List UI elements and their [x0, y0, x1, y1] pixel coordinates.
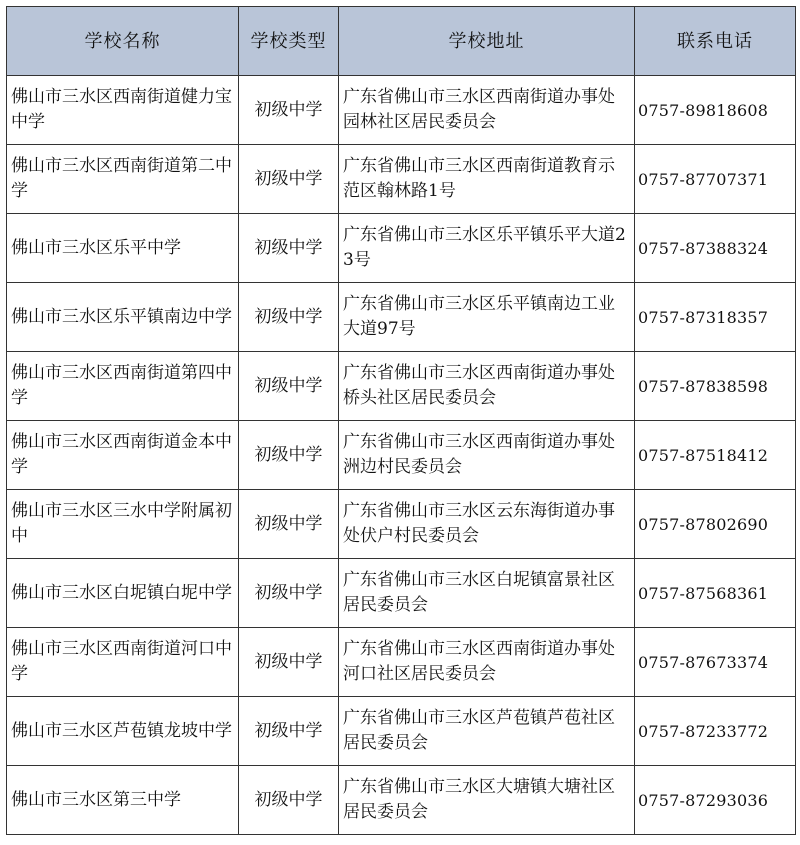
phone-cell: 0757-87518412: [635, 421, 796, 490]
table-row: [7, 766, 796, 835]
table-row: [7, 145, 796, 214]
school-address-cell: 广东省佛山市三水区西南街道办事处园林社区居民委员会: [339, 76, 635, 145]
table-row: [7, 214, 796, 283]
school-address-cell: 广东省佛山市三水区乐平镇南边工业大道97号: [339, 283, 635, 352]
school-name-cell: 佛山市三水区乐平中学: [7, 214, 239, 283]
table-row: [7, 559, 796, 628]
table-header: [7, 7, 796, 76]
school-address-cell: 广东省佛山市三水区大塘镇大塘社区居民委员会: [339, 766, 635, 835]
phone-cell: 0757-87838598: [635, 352, 796, 421]
table-body: [7, 76, 796, 835]
school-address-cell: 广东省佛山市三水区云东海街道办事处伏户村民委员会: [339, 490, 635, 559]
school-type-cell: 初级中学: [239, 214, 339, 283]
school-address-cell: 广东省佛山市三水区白坭镇富景社区居民委员会: [339, 559, 635, 628]
school-name-cell: 佛山市三水区西南街道河口中学: [7, 628, 239, 697]
table-row: [7, 76, 796, 145]
school-name-cell: 佛山市三水区西南街道第二中学: [7, 145, 239, 214]
phone-cell: 0757-87318357: [635, 283, 796, 352]
school-type-cell: 初级中学: [239, 697, 339, 766]
header-row: [7, 7, 796, 76]
school-address-cell: 广东省佛山市三水区西南街道教育示范区翰林路1号: [339, 145, 635, 214]
phone-cell: 0757-87707371: [635, 145, 796, 214]
school-type-cell: 初级中学: [239, 76, 339, 145]
table-row: [7, 628, 796, 697]
table-row: [7, 283, 796, 352]
phone-cell: 0757-87293036: [635, 766, 796, 835]
phone-cell: 0757-87673374: [635, 628, 796, 697]
school-type-cell: 初级中学: [239, 283, 339, 352]
school-address-cell: 广东省佛山市三水区芦苞镇芦苞社区居民委员会: [339, 697, 635, 766]
table-row: [7, 421, 796, 490]
school-type-cell: 初级中学: [239, 145, 339, 214]
header-school-name: 学校名称: [7, 7, 239, 76]
school-name-cell: 佛山市三水区第三中学: [7, 766, 239, 835]
school-name-cell: 佛山市三水区西南街道金本中学: [7, 421, 239, 490]
school-table: [6, 6, 796, 835]
phone-cell: 0757-87802690: [635, 490, 796, 559]
school-name-cell: 佛山市三水区西南街道第四中学: [7, 352, 239, 421]
school-type-cell: 初级中学: [239, 628, 339, 697]
header-school-type: 学校类型: [239, 7, 339, 76]
table-row: [7, 697, 796, 766]
phone-cell: 0757-89818608: [635, 76, 796, 145]
school-name-cell: 佛山市三水区白坭镇白坭中学: [7, 559, 239, 628]
table-row: [7, 490, 796, 559]
school-type-cell: 初级中学: [239, 559, 339, 628]
phone-cell: 0757-87568361: [635, 559, 796, 628]
header-school-address: 学校地址: [339, 7, 635, 76]
phone-cell: 0757-87388324: [635, 214, 796, 283]
school-name-cell: 佛山市三水区乐平镇南边中学: [7, 283, 239, 352]
school-address-cell: 广东省佛山市三水区西南街道办事处桥头社区居民委员会: [339, 352, 635, 421]
school-name-cell: 佛山市三水区三水中学附属初中: [7, 490, 239, 559]
school-name-cell: 佛山市三水区芦苞镇龙坡中学: [7, 697, 239, 766]
header-phone: 联系电话: [635, 7, 796, 76]
school-type-cell: 初级中学: [239, 766, 339, 835]
school-name-cell: 佛山市三水区西南街道健力宝中学: [7, 76, 239, 145]
school-address-cell: 广东省佛山市三水区乐平镇乐平大道23号: [339, 214, 635, 283]
school-type-cell: 初级中学: [239, 421, 339, 490]
school-address-cell: 广东省佛山市三水区西南街道办事处洲边村民委员会: [339, 421, 635, 490]
school-address-cell: 广东省佛山市三水区西南街道办事处河口社区居民委员会: [339, 628, 635, 697]
phone-cell: 0757-87233772: [635, 697, 796, 766]
school-type-cell: 初级中学: [239, 352, 339, 421]
table-row: [7, 352, 796, 421]
school-type-cell: 初级中学: [239, 490, 339, 559]
